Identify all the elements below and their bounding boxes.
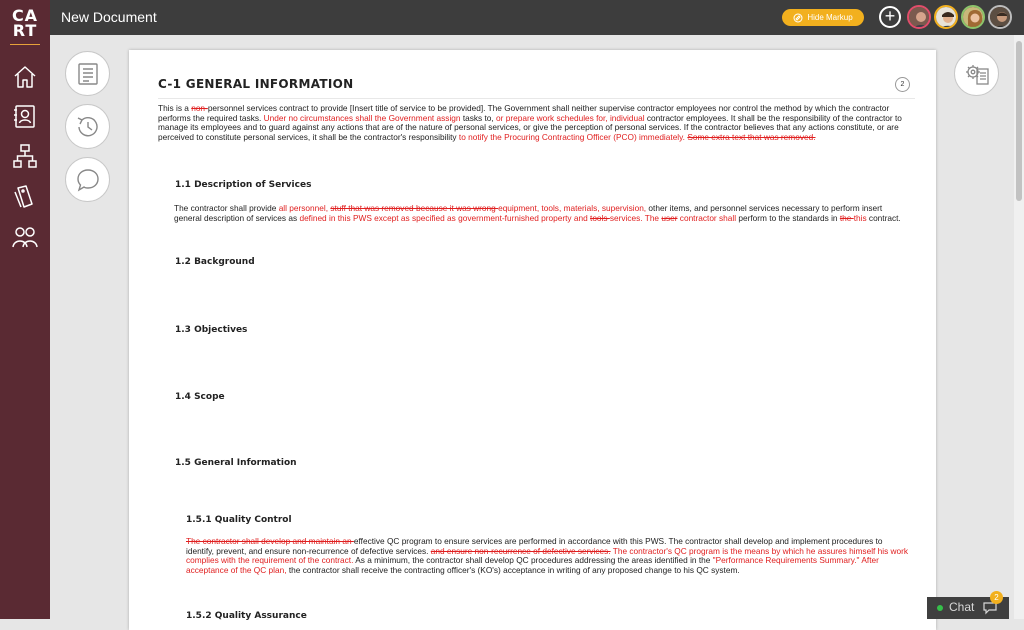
inserted-text: defined in this PWS except as specified as government-furnished property and <box>299 212 591 223</box>
text-run: tasks to, <box>460 112 497 123</box>
home-icon[interactable] <box>7 60 43 94</box>
inserted-text: to notify the Procuring Contracting Officer (PCO) immediately. <box>458 132 685 143</box>
inserted-text: or prepare work schedules for, individual <box>496 112 645 123</box>
text-run: This is a <box>158 103 192 113</box>
logo-divider <box>10 44 40 45</box>
inserted-text: contractor shall <box>677 212 737 223</box>
document-page[interactable] <box>129 50 936 630</box>
heading-divider <box>158 98 915 99</box>
intro-paragraph[interactable] <box>158 104 910 143</box>
left-sidebar <box>0 0 50 619</box>
inserted-text: services. The <box>609 212 662 223</box>
deleted-text: and ensure non-recurrence of defective services. <box>430 545 611 556</box>
org-chart-icon[interactable] <box>7 139 43 173</box>
outline-button[interactable] <box>65 51 110 96</box>
document-title: New Document <box>61 9 157 25</box>
deleted-text: stuff that was removed because it was wrong <box>330 203 499 213</box>
section-1-5-2-heading: 1.5.2 Quality Assurance <box>186 611 307 621</box>
contacts-icon[interactable] <box>7 99 43 133</box>
outline-icon <box>76 62 100 86</box>
text-run: As a minimum, the contractor shall develop QC procedures addressing the areas identified in the <box>353 555 713 566</box>
text-run: contractor employees. It shall be the responsibility of the contractor to manage its employees and to guard against any actions that are of the nature of personal services, or give the perception of personal services. If the contractor believes that any actions constitute, or are perceived to constitute personal services, it shall be the contractor's responsibility <box>158 112 902 143</box>
text-run: personnel services contract to provide [Insert title of service to be provided]. The Government shall neither supervise contractor employees nor control the method by which the contractor performs the required tasks. <box>158 103 890 123</box>
section-1-2-heading: 1.2 Background <box>175 257 255 267</box>
deleted-text: the <box>839 212 854 223</box>
inserted-text: all personnel, <box>278 203 331 213</box>
settings-button[interactable] <box>954 51 999 96</box>
section-1-1-heading: 1.1 Description of Services <box>175 180 312 190</box>
document-settings-icon <box>963 60 991 88</box>
deleted-text: user <box>661 212 678 223</box>
top-bar <box>50 0 1024 35</box>
text-run: the contractor shall receive the contracting officer's (KO's) acceptance in writing of any proposed change to his QC system. <box>286 565 740 576</box>
hide-markup-label: Hide Markup <box>807 13 853 22</box>
history-button[interactable] <box>65 104 110 149</box>
users-icon[interactable] <box>7 220 43 254</box>
chat-unread-badge: 2 <box>990 591 1003 604</box>
deleted-text: Some extra text that was removed. <box>687 132 816 143</box>
text-run: effective QC program to ensure services are performed in accordance with this PWS. The contractor shall develop and implement procedures to identify, prevent, and ensure non-recurrence of defective services. <box>186 536 883 556</box>
section-1-3-heading: 1.3 Objectives <box>175 325 248 335</box>
inserted-text: this <box>853 212 867 223</box>
hide-markup-button[interactable] <box>782 9 864 26</box>
deleted-text: The contractor shall develop and maintain an <box>186 536 354 546</box>
logo-line-2: RT <box>12 21 38 40</box>
comment-icon <box>75 167 101 193</box>
online-status-dot <box>937 605 943 611</box>
documents-icon[interactable] <box>7 180 43 214</box>
app-logo[interactable] <box>0 0 50 48</box>
deleted-text: non- <box>191 103 208 113</box>
avatar[interactable] <box>907 5 931 29</box>
avatar[interactable] <box>934 5 958 29</box>
comments-button[interactable] <box>65 157 110 202</box>
section-1-5-1-body[interactable] <box>186 537 910 576</box>
inserted-text: "Performance Requirements Summary." After acceptance of the QC plan, <box>186 555 879 576</box>
vertical-scrollbar[interactable] <box>1014 35 1024 619</box>
chat-button[interactable] <box>927 593 1009 619</box>
text-run: The contractor shall provide <box>174 203 279 213</box>
markup-icon <box>793 13 803 23</box>
comment-count-badge[interactable]: 2 <box>895 77 910 92</box>
inserted-text: Under no circumstances shall the Government assign <box>263 112 461 123</box>
text-run: contract. <box>866 212 901 223</box>
section-1-5-1-heading: 1.5.1 Quality Control <box>186 515 292 525</box>
inserted-text: equipment, tools, materials, supervision, <box>498 203 647 213</box>
deleted-text: tools <box>590 212 610 223</box>
document-heading: C-1 GENERAL INFORMATION <box>158 77 354 91</box>
section-1-5-heading: 1.5 General Information <box>175 458 297 468</box>
section-1-4-heading: 1.4 Scope <box>175 392 225 402</box>
avatar[interactable] <box>961 5 985 29</box>
plus-icon[interactable]: + <box>879 6 901 28</box>
avatar[interactable] <box>988 5 1012 29</box>
text-run: perform to the standards in <box>736 212 840 223</box>
scrollbar-thumb[interactable] <box>1016 41 1022 201</box>
logo-line-1: CA <box>11 6 39 25</box>
text-run: other items, and personnel services necessary to perform insert general description of services as <box>174 203 883 223</box>
inserted-text: The contractor's QC program is the means by which he assures himself his work complies with the requirement of the contract. <box>186 545 909 566</box>
history-icon <box>75 114 101 140</box>
section-1-1-body[interactable] <box>174 204 909 223</box>
chat-label: Chat <box>949 600 975 614</box>
